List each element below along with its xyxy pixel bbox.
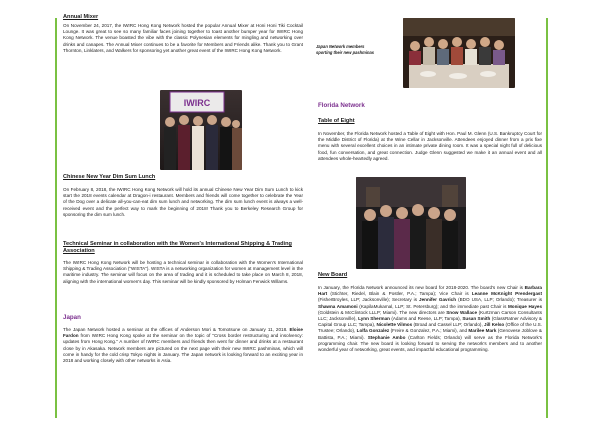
new-board-text: (Broad and Cassel LLP; Orlando), [412,322,485,328]
board-member-name: Snow Wallace [446,309,477,315]
new-board-text: (GlassRatner Advisory & Capital Group LLC; Tampa), [318,316,542,328]
florida-table-of-eight-photo [356,177,466,269]
new-board-text: (Goldstein & McClintock LLLP; Miami). The new directors are [318,309,447,315]
new-board-text: (Freire & Gonzalez, P.A.; Miami), and [389,328,469,334]
florida-section [318,102,542,110]
new-board-text: (Kurtzman Carson Consultants LLC; Jacksonville), [318,309,542,322]
japan-body-part-1: The Japan Network hosted a seminar at the offices of Anderson Mori & Tomotsune on January 11, 2018. [63,327,290,332]
board-member-name: Jennifer Gavrich [419,297,457,303]
annual-mixer-section [63,14,303,54]
new-board-text: (Office of the U.S. Trustee; Orlando), [318,322,543,334]
new-board-body [318,285,542,353]
left-margin-rule [55,18,57,418]
new-board-text: (Stichter, Riedel, Blain & Postler, P.A.; Tampa); Vice Chair is [327,291,472,297]
board-member-name: Monique Hayes [507,303,542,309]
dim-sum-body: On February 8, 2018, the IWIRC Hong Kong Network will hold its annual Chinese New Year Dim Sum Lunch to kick start the 2018 events calendar at Dragon-i restaurant. Members and friends will come together to celebrate the Year of the Dog over a delicate all-you-can-eat dim sum lunch and networking. The dim sum lunch event is always a well-received event and the perfect way to mark the beginning of 2018! Thank you to Berkeley Research Group for sponsoring the dim sum lunch. [63,187,303,217]
board-member-name: Susan Smith [462,316,491,322]
new-board-text: (Carlton Fields; Orlando) will serve as the Florida Network's programming chair. The new board is looking forward to serving the network's members and to another wonderful year of networking, great events, and impactful educational programming. [318,334,542,353]
new-board-text: (Genovese Joblove & Battista, P.A.; Miami). [318,328,542,340]
new-board-heading: New Board [318,272,348,278]
japan-speaker-name: Eloise Fardon [63,327,303,339]
new-board-text: (BDO USA, LLP; Orlando); Treasurer is [456,297,542,303]
annual-mixer-photo [160,90,242,170]
annual-mixer-body: On November 24, 2017, the IWIRC Hong Kong Network hosted the popular Annual Mixer at Honi Honi Tiki Cocktail Lounge. It was great to see so many familiar faces joining together to toast another bumper year for IWIRC Hong Kong Network. The venue boasted the vibe with the classic Polynesian elements for mingling and networking over drinks and canapes. The Annual Mixer continues to be a favorite for Members and Friends alike. Thank you to Grant Thornton, Linklaters, and Walkers for sponsoring yet another great event of the IWIRC Hong Kong Network. [63,23,303,53]
dim-sum-section [63,174,303,218]
japan-section [63,314,303,364]
new-board-text: (Adams and Reese, LLP; Tampa), [389,316,463,322]
board-member-name: Shawna Amamoni [318,303,358,309]
mixer-banner-logo-text: IWIRC [183,98,211,108]
board-member-name: Barbara Hart [318,285,542,297]
board-member-name: Lynn Sherman [358,316,390,322]
japan-body-part-2: from IWIRC Hong Kong spoke at the seminar on the topic of "Cross border restructuring and insolvency: updates from Hong Kong." A number of IWIRC members and friends then went for dinner and drinks at a restaurant close by in Akasaka. Network members are pictured on the next page with their new IWIRC pashminas, which will come in handy for the cold crisp Tokyo nights in January. The Japan network is looking forward to an exciting year in 2018 and working closely with other networks in Asia. [63,333,303,364]
board-member-name: Jill Kelso [484,322,505,328]
annual-mixer-heading: Annual Mixer [63,14,99,20]
board-member-name: Leanne McKnight Prendergast [471,291,542,297]
technical-seminar-body: The IWIRC Hong Kong Network will be hosting a technical seminar in collaboration with the Women's International Shipping & Trading Association ("WISTA"). WISTA is a networking organization for women at management level in the maritime industry. The seminar will focus on the area of trading and it is scheduled to take place on March 8, 2018, aligning with the international women's day. This seminar will be kindly sponsored by Holman Fenwick Willams. [63,260,303,284]
board-member-name: Nicolette Vilmos [376,322,413,328]
japan-body [63,327,303,364]
new-board-text: In January, the Florida Network announced its new board for 2018-2020. The board's new Chair is [318,285,525,290]
japan-heading: Japan [63,314,81,321]
table-of-eight-heading: Table of Eight [318,118,355,124]
technical-seminar-heading: Technical Seminar in collaboration with the Women's International Shipping & Trading Association [63,241,292,254]
new-board-section [318,272,542,353]
board-member-name: Lolfa Gonzalez [356,328,390,334]
board-member-name: Stephanie Ambo [367,334,406,340]
table-of-eight-section [318,118,542,162]
table-of-eight-body: In November, the Florida Network hosted a Table of Eight with Hon. Paul M. Glenn (U.S. Bankruptcy Court for the Middle District of Florida) at the Wine Cellar in Jacksonville. Attendees enjoyed dinner from a prix fixe menu with several excellent choices in an intimate private dining room. It was a special night full of delicious food, fun conversation, and great connection. Judge Glenn suggested we make it an annual event and all attendees whole-heartedly agreed. [318,131,542,161]
japan-network-dinner-photo [403,18,515,88]
technical-seminar-section [63,241,303,285]
florida-network-heading: Florida Network [318,102,365,109]
japan-photo-caption: Japan Network members sporting their new pashminas [316,44,375,55]
board-member-name: Marilee Mark [468,328,497,334]
dim-sum-heading: Chinese New Year Dim Sum Lunch [63,174,156,180]
new-board-text: (FisherBroyles, LLP; Jacksonville); Secretary is [318,297,420,303]
new-board-text: (KapilaMukamal, LLP; St. Petersburg); and the immediate past Chair is [357,303,508,309]
right-margin-rule [546,18,548,418]
